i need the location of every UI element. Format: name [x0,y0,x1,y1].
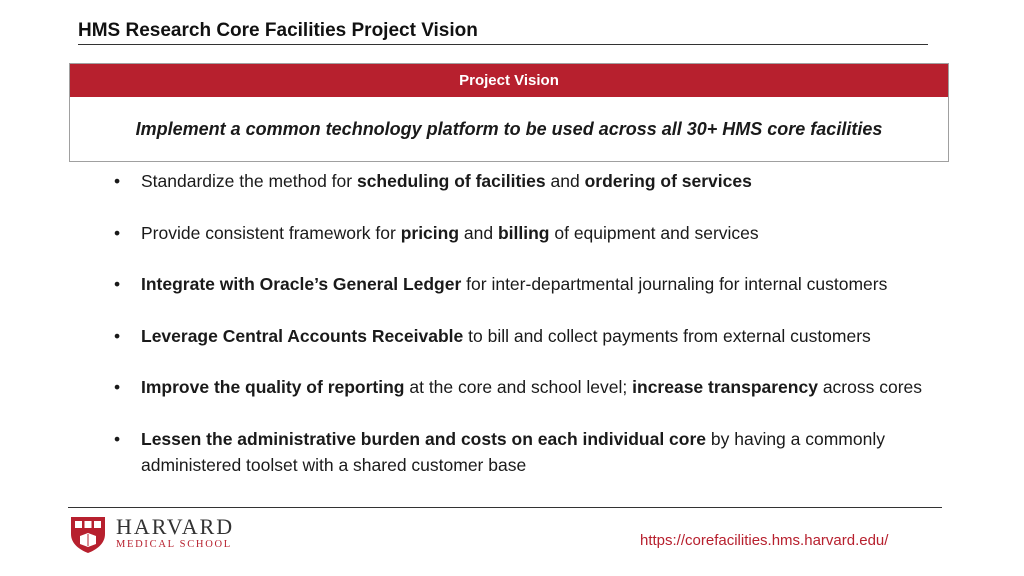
bullet-marker: • [114,377,121,397]
vision-bullet-list [114,168,994,503]
bullet-text: and [545,171,585,191]
bullet-bold-text: Lessen the administrative burden and costs on each individual core [141,428,707,449]
bullet-text: Provide consistent framework for [141,222,401,243]
logo-subtitle: MEDICAL SCHOOL [116,539,232,550]
bullet-text: to bill and collect payments from external customers [463,325,871,346]
bullet-text: across cores [817,377,923,397]
vision-bullet-item [114,374,994,400]
bullet-text: at the core and school level; [404,377,633,397]
project-vision-statement: Implement a common technology platform to be used across all 30+ HMS core facilities [135,118,883,139]
bullet-bold-text: scheduling of facilities [356,171,546,191]
title-divider [78,44,928,45]
bullet-text: Standardize the method for [141,171,357,191]
footer-divider [68,507,942,508]
bullet-bold-text: billing [497,222,550,243]
vision-bullet-item [114,323,994,349]
bullet-text: for inter-departmental journaling for internal customers [461,274,888,294]
bullet-bold-text: pricing [400,222,460,243]
bullet-text-continuation: administered toolset with a shared customer base [141,454,527,475]
bullet-marker: • [114,428,121,449]
project-vision-header: Project Vision [70,64,948,97]
harvard-medical-school-logo [68,514,234,554]
bullet-marker: • [114,171,121,191]
bullet-bold-text: ordering of services [584,171,752,191]
vision-bullet-item [114,271,994,297]
bullet-bold-text: Leverage Central Accounts Receivable [141,325,464,346]
project-vision-box [69,63,949,162]
vision-bullet-item [114,426,994,478]
logo-wordmark: HARVARD [116,514,235,539]
bullet-text: of equipment and services [549,222,759,243]
bullet-text: by having a commonly [706,428,885,449]
bullet-marker: • [114,222,121,243]
bullet-marker: • [114,274,121,294]
bullet-bold-text: Integrate with Oracle’s General Ledger [141,274,462,294]
vision-bullet-item [114,220,994,246]
footer-url-link[interactable]: https://corefacilities.hms.harvard.edu/ [640,532,889,549]
bullet-text: and [459,222,498,243]
bullet-marker: • [114,325,121,346]
slide-title: HMS Research Core Facilities Project Vision [78,20,478,41]
harvard-shield-icon [68,514,108,554]
vision-bullet-item [114,168,994,194]
bullet-bold-text: Improve the quality of reporting [141,377,405,397]
bullet-bold-text: increase transparency [632,377,818,397]
